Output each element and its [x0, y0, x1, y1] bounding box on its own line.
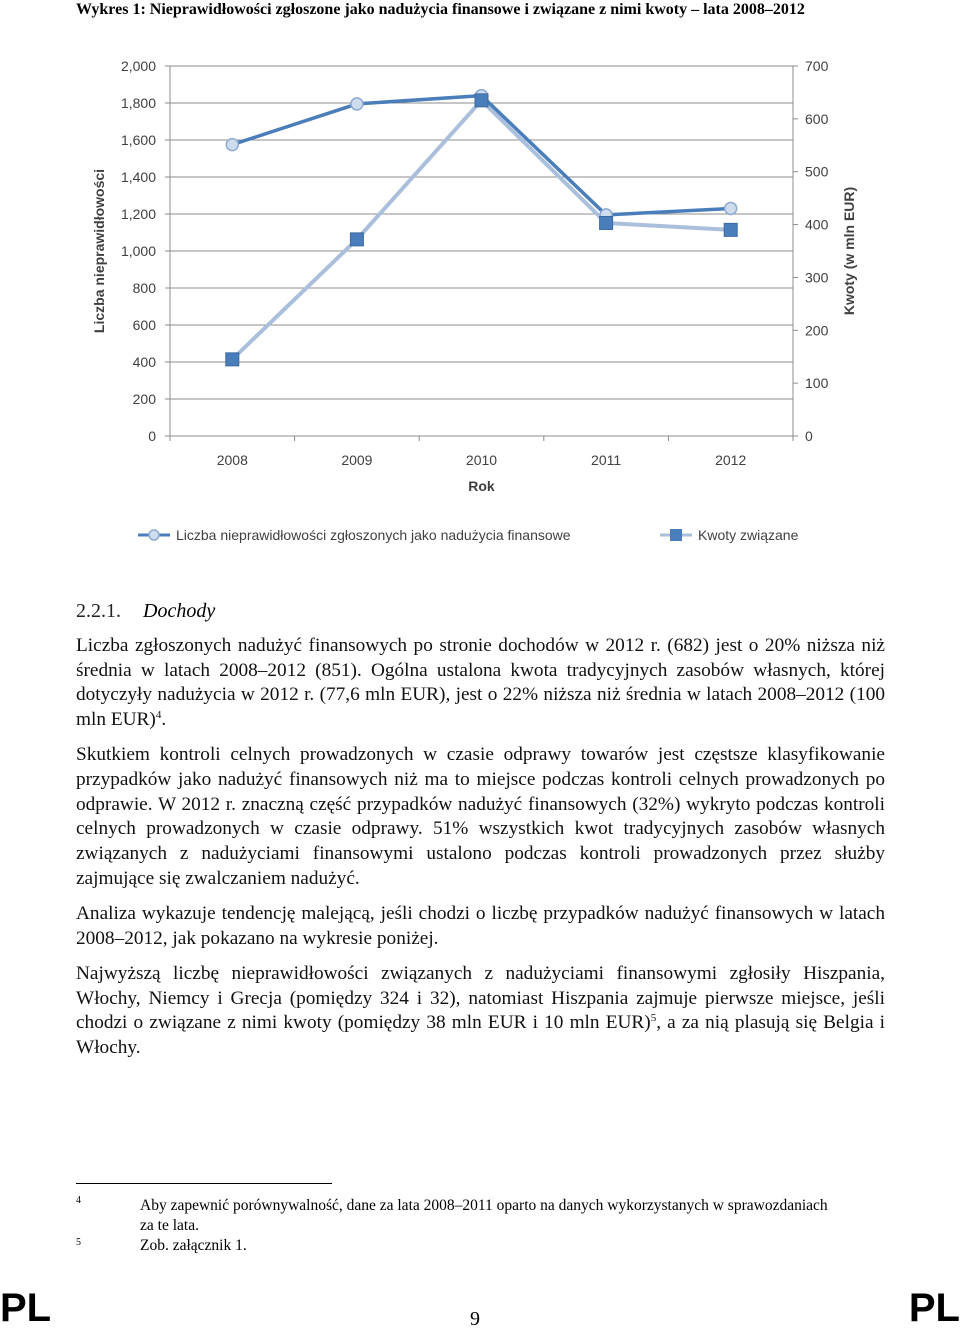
- legend-marker-irregularities: [149, 530, 159, 540]
- left-tick-label: 800: [132, 280, 156, 296]
- right-tick-label: 600: [805, 110, 829, 127]
- paragraph: Najwyższą liczbę nieprawidłowości związanych z nadużyciami finansowymi zgłosiły Hiszpania, Włochy, Niemcy i Grecja (pomiędzy 324 i 32), natomiast Hiszpania zajmuje pierwsze miejsce, jeśli chodzi o związane z nimi kwoty (pomiędzy 38 mln EUR i 10 mln EUR)$^5$, a za nią plasują się Belgia i Włochy.: [76, 962, 886, 1059]
- line-chart: [70, 48, 890, 558]
- footnote-mark: 4: [76, 1195, 81, 1206]
- left-tick-label: 1,400: [120, 169, 156, 185]
- data-point-irregularities: [725, 202, 737, 214]
- right-tick-label: 500: [805, 163, 829, 180]
- left-tick-label: 400: [132, 354, 156, 370]
- section-heading: [76, 598, 215, 624]
- footnote-text: Zob. załącznik 1.: [140, 1237, 247, 1254]
- left-tick-label: 1,800: [120, 95, 156, 111]
- right-tick-label: 200: [805, 322, 829, 339]
- paragraph: Analiza wykazuje tendencję malejącą, jeśli chodzi o liczbę przypadków nadużyć finansowych w latach 2008–2012, jak pokazano na wykresie poniżej.: [76, 903, 885, 949]
- right-tick-label: 100: [805, 375, 829, 392]
- language-code-left: PL: [0, 1286, 52, 1330]
- left-tick-label: 2,000: [120, 58, 156, 74]
- right-tick-label: 0: [805, 428, 813, 444]
- paragraph: Liczba zgłoszonych nadużyć finansowych po stronie dochodów w 2012 r. (682) jest o 20% niższa niż średnia w latach 2008–2012 (851). Ogólna ustalona kwota tradycyjnych zasobów własnych, której dotyczyły nadużycia w 2012 r. (77,6 mln EUR), jest o 22% niższa niż średnia w latach 2008–2012 (100 mln EUR)$^4$.: [76, 635, 885, 731]
- footnote-divider: [76, 1183, 332, 1184]
- left-tick-label: 1,600: [120, 132, 156, 148]
- left-tick-label: 200: [132, 391, 156, 407]
- x-tick-label: 2010: [465, 452, 498, 468]
- legend-label: Kwoty związane: [698, 527, 799, 543]
- x-axis-title: Rok: [468, 478, 495, 494]
- language-code-right: PL: [908, 1286, 960, 1330]
- x-tick-label: 2009: [341, 452, 373, 468]
- x-tick-label: 2011: [591, 452, 622, 468]
- x-tick-label: 2012: [715, 452, 747, 468]
- left-tick-label: 1,200: [120, 206, 156, 222]
- legend-label: Liczba nieprawidłowości zgłoszonych jako nadużycia finansowe: [176, 527, 571, 543]
- section-number: 2.2.1.: [76, 600, 121, 622]
- left-tick-label: 1,000: [120, 243, 156, 259]
- page-number: 9: [470, 1308, 480, 1330]
- data-point-amounts: [724, 223, 737, 236]
- y-axis-title-left: Liczba nieprawidłowości: [91, 168, 107, 334]
- right-tick-label: 700: [805, 58, 829, 74]
- section-title: Dochody: [143, 600, 216, 622]
- data-point-amounts: [226, 353, 239, 366]
- series-line-amounts: [232, 100, 730, 359]
- body-text: [76, 634, 885, 1071]
- data-point-irregularities: [351, 98, 363, 110]
- legend-marker-amounts: [670, 529, 682, 541]
- left-tick-label: 600: [132, 317, 156, 333]
- footnote-ref: 5: [650, 1012, 657, 1025]
- data-point-amounts: [475, 94, 488, 107]
- footnote-ref: 4: [155, 709, 162, 722]
- data-point-amounts: [600, 216, 613, 229]
- data-point-amounts: [350, 233, 363, 246]
- footnote-mark: 5: [76, 1237, 81, 1248]
- right-tick-label: 400: [805, 216, 829, 233]
- series-line-irregularities: [232, 96, 730, 215]
- left-tick-label: 0: [148, 428, 156, 444]
- footnote-text: Aby zapewnić porównywalność, dane za lata 2008–2011 oparto na danych wykorzystanych w sprawozdaniach za te lata.: [140, 1197, 828, 1234]
- y-axis-title-right: Kwoty (w mln EUR): [841, 186, 857, 316]
- x-tick-label: 2008: [216, 452, 248, 468]
- right-tick-label: 300: [805, 269, 829, 286]
- figure-caption: Wykres 1: Nieprawidłowości zgłoszone jako nadużycia finansowe i związane z nimi kwoty – lata 2008–2012: [76, 1, 805, 18]
- data-point-irregularities: [226, 139, 238, 151]
- paragraph: Skutkiem kontroli celnych prowadzonych w czasie odprawy towarów jest częstsze klasyfikowanie przypadków jako nadużyć finansowych niż ma to miejsce podczas kontroli celnych prowadzonych po odprawie. W 2012 r. znaczną część przypadków nadużyć finansowych (32%) wykryto podczas kontroli celnych prowadzonych w czasie odprawy. 51% wszystkich kwot tradycyjnych zasobów własnych związanych z nadużyciami finansowymi ustalono podczas kontroli prowadzonych przez służby zajmujące się zwalczaniem nadużyć.: [76, 744, 885, 889]
